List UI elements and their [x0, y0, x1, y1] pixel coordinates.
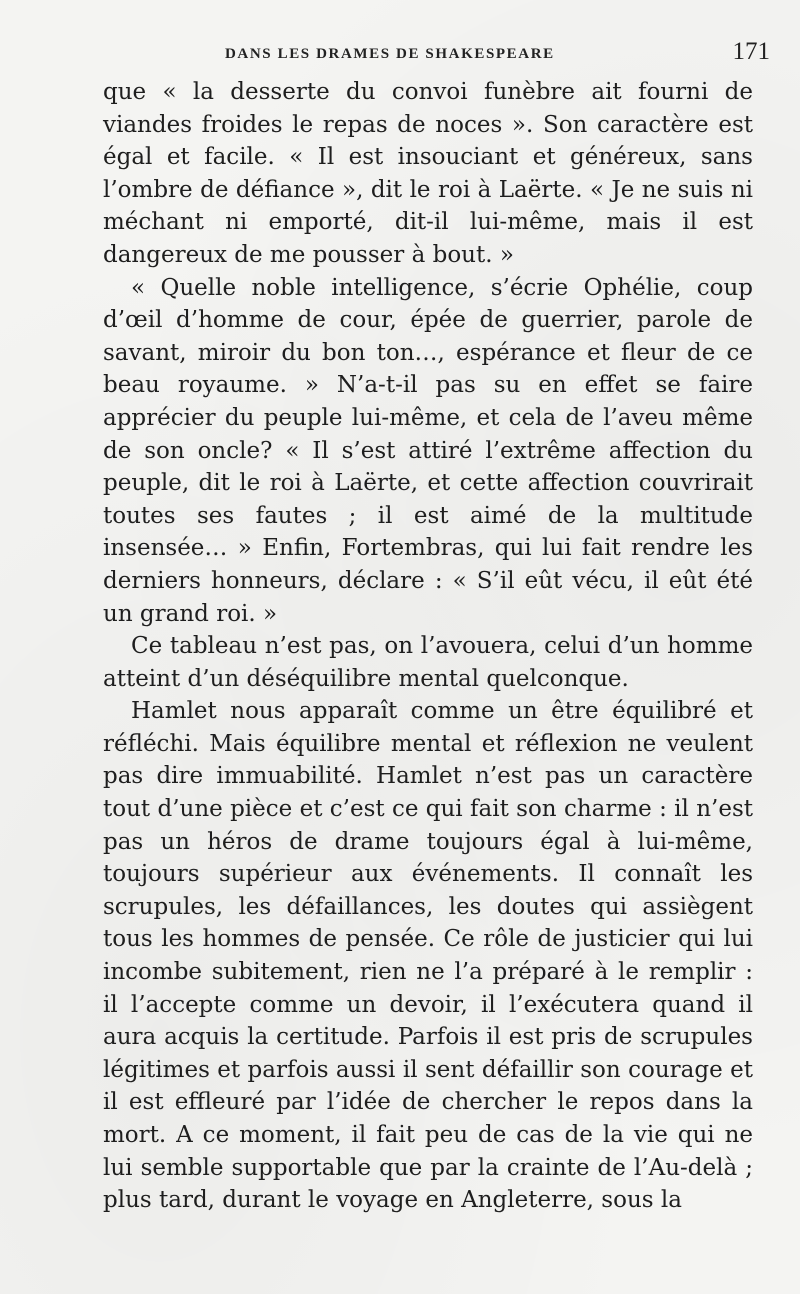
paragraph-continued: que « la desserte du convoi funèbre ait fourni de viandes froides le repas de noces ». Son caractère est égal et facile. « Il est insouciant et généreux, sans l’ombre de défiance », dit le roi à Laërte. « Je ne suis ni méchant ni emporté, dit-il lui-même, mais il est dangereux de me pousser à bout. » [103, 79, 753, 268]
page-header [108, 36, 770, 72]
paragraph-tableau: Ce tableau n’est pas, on l’avouera, celui d’un homme atteint d’un déséquilibre mental quelconque. [103, 633, 753, 692]
running-head: DANS LES DRAMES DE SHAKESPEARE [225, 46, 555, 62]
body-text [103, 76, 753, 1217]
page-number: 171 [732, 38, 770, 65]
paragraph-hamlet-equilibre: Hamlet nous apparaît comme un être équilibré et réfléchi. Mais équilibre mental et réflexion ne veulent pas dire immuabilité. Hamlet n’est pas un caractère tout d’une pièce et c’est ce qui fait son charme : il n’est pas un héros de drame toujours égal à lui-même, toujours supérieur aux événements. Il connaît les scrupules, les défaillances, les doutes qui assiègent tous les hommes de pensée. Ce rôle de justicier qui lui incombe subitement, rien ne l’a préparé à le remplir : il l’accepte comme un devoir, il l’exécutera quand il aura acquis la certitude. Parfois il est pris de scrupules légitimes et parfois aussi il sent défaillir son courage et il est effleuré par l’idée de chercher le repos dans la mort. A ce moment, il fait peu de cas de la vie qui ne lui semble supportable que par la crainte de l’Au-delà ; plus tard, durant le voyage en Angleterre, sous la [103, 698, 753, 1214]
paragraph-ophelie-quote: « Quelle noble intelligence, s’écrie Ophélie, coup d’œil d’homme de cour, épée de guerrier, parole de savant, miroir du bon ton…, espérance et fleur de ce beau royaume. » N’a-t-il pas su en effet se faire apprécier du peuple lui-même, et cela de l’aveu même de son oncle? « Il s’est attiré l’extrême affection du peuple, dit le roi à Laërte, et cette affection couvrirait toutes ses fautes ; il est aimé de la multitude insensée… » Enfin, Fortembras, qui lui fait rendre les derniers honneurs, déclare : « S’il eût vécu, il eût été un grand roi. » [103, 274, 753, 627]
